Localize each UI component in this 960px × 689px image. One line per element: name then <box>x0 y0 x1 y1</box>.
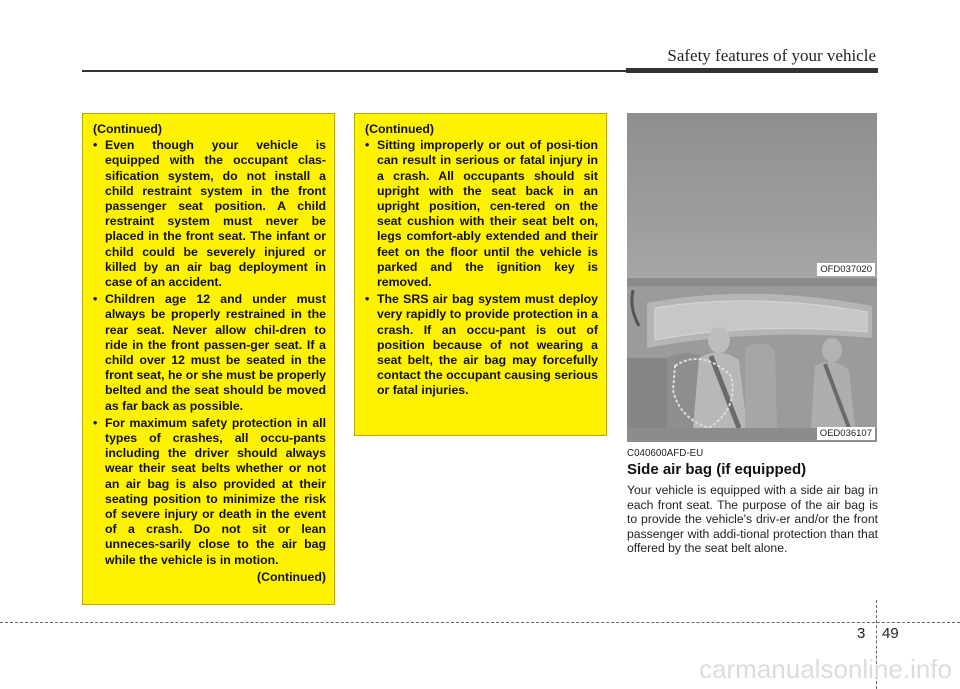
warning-bullet-text: Children age 12 and under must always be properly restrained in the rear seat. Never allow chil-dren to ride in the front passen-ger seat. If a child over 12 must be seated in the front seat, he or she must be properly belted and the seat should be moved as far back as possible. <box>105 292 326 413</box>
footer-rule <box>0 622 960 623</box>
warning-box-left <box>82 113 335 605</box>
bullet-dot-icon: • <box>93 138 98 153</box>
bullet-dot-icon: • <box>93 292 98 307</box>
page-number: 49 <box>882 625 899 642</box>
page-header-title: Safety features of your vehicle <box>667 46 876 65</box>
warning-box-middle <box>354 113 607 436</box>
warning-bullet-text: For maximum safety protection in all types of crashes, all occu-pants including the driver should always wear their seat belts whether or not an air bag is also provided at their seating position to minimize the risk of severe injury or death in the event of a crash. Do not sit or lean unneces-sarily close to the air bag while the vehicle is in motion. <box>105 415 326 567</box>
warning-bullet <box>93 292 326 414</box>
header-rule-accent <box>626 68 878 73</box>
warning-bullet <box>93 138 326 290</box>
continued-label: (Continued) <box>93 122 162 136</box>
bullet-dot-icon: • <box>93 415 98 430</box>
figure-side-airbag-illustration <box>627 278 877 442</box>
section-code: C040600AFD-EU <box>627 448 704 459</box>
warning-bullet-text: Sitting improperly or out of posi-tion can result in serious or fatal injury in a crash. All occupants should sit upright with the seat back in an upright position, cen-tered on the seat cushion with their seat belt on, legs comfort-ably extended and their feet on the floor until the vehicle is parked and the ignition key is removed. <box>377 138 598 290</box>
warning-bullet-text: Even though your vehicle is equipped with the occupant clas-sification system, do not install a child restraint system in the front passenger seat position. A child restraint system must never be placed in the front seat. The infant or child could be severely injured or killed by an air bag deployment in case of an accident. <box>105 138 326 290</box>
continued-label: (Continued) <box>365 122 434 136</box>
watermark-text: carmanualsonline.info <box>699 654 952 684</box>
section-title: Side air bag (if equipped) <box>627 461 807 478</box>
figure-label: OED036107 <box>817 427 875 440</box>
section-body-text: Your vehicle is equipped with a side air bag in each front seat. The purpose of the air bag is to provide the vehicle's driv-er and/or the front passenger with addi-tional protection than that offered by the seat belt alone. <box>627 483 878 556</box>
bullet-dot-icon: • <box>365 292 370 307</box>
figure-top-photo <box>627 113 877 278</box>
bullet-dot-icon: • <box>365 138 370 153</box>
warning-bullet <box>365 292 598 398</box>
car-interior-illustration <box>627 278 877 442</box>
warning-bullet <box>365 138 598 290</box>
figure-label: OFD037020 <box>817 263 875 276</box>
warning-bullet-text: The SRS air bag system must deploy very rapidly to provide protection in a crash. If an occu-pant is out of position because of not wearing a seat belt, the air bag may forcefully contact the occupant causing serious or fatal injuries. <box>377 292 598 398</box>
continued-label: (Continued) <box>257 569 326 584</box>
chapter-number: 3 <box>857 625 866 642</box>
warning-bullet <box>93 416 326 568</box>
